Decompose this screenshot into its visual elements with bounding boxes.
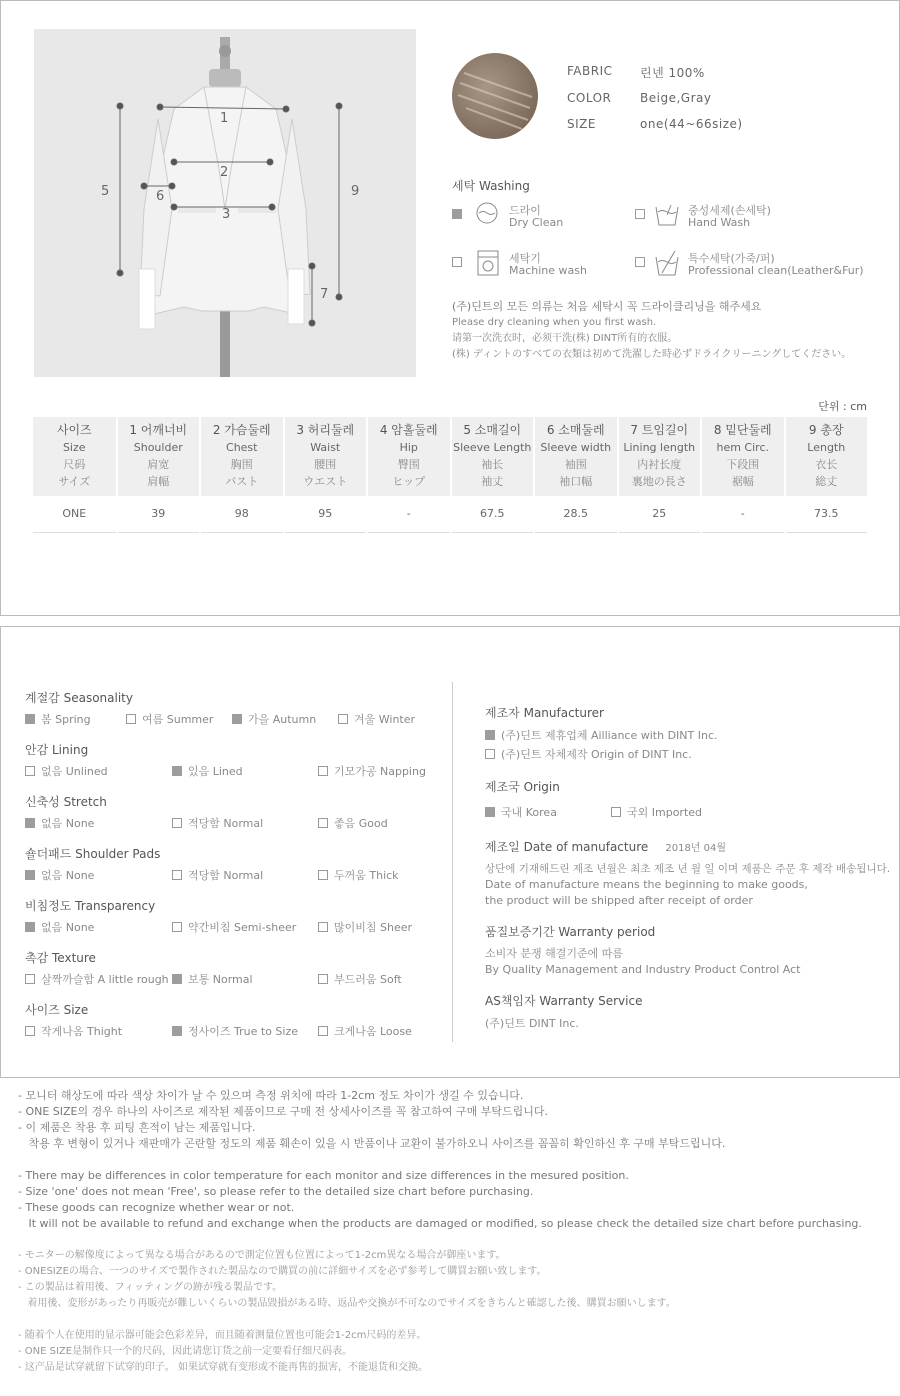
attribute-option [318,919,412,935]
header-cn: 胸围 [230,458,253,471]
attribute-option [318,971,402,987]
size-header-cell [117,417,201,496]
option-label: 적당함 Normal [188,817,264,830]
attribute-group [25,1001,445,1039]
size-header-cell [284,417,368,496]
checkbox [25,766,35,776]
header-ko: 1 어깨너비 [129,423,188,437]
checkbox [25,974,35,984]
manufacture-date-line-ko: 상단에 기재해드린 제조 년월은 최초 제조 년 월 일 이며 제품은 주문 후 제작 배송됩니다. [485,863,891,875]
size-table-header [33,417,868,496]
option-label: 국내 Korea [501,806,557,819]
header-en: Shoulder [133,441,183,454]
checkbox [126,714,136,724]
option-label: 가을 Autumn [248,713,317,726]
attribute-option [172,971,253,987]
attributes-list [25,689,445,1053]
option-label: 부드러움 Soft [334,973,402,986]
washing-machine-icon [475,249,501,277]
option-label: 없음 None [41,817,95,830]
option-label: 없음 None [41,869,95,882]
size-header-cell [33,417,117,496]
hand-wash-icon [653,201,681,227]
option-label: 크게나옴 Loose [334,1025,412,1038]
size-header-cell [701,417,785,496]
washing-note-cn: 请第一次洗衣时，必须干洗(株) DINT所有的衣服。 [452,333,678,344]
header-ko: 사이즈 [56,423,92,437]
option-label: 약간비침 Semi-sheer [188,921,297,934]
professional-clean-icon [653,249,681,277]
measure-label-2: 2 [220,165,229,180]
checkbox [25,922,35,932]
measure-label-1: 1 [220,111,229,126]
checkbox [172,1026,182,1036]
attribute-option [172,763,243,779]
size-header-cell [200,417,284,496]
option-label: 보통 Normal [188,973,253,986]
jacket-measurement-diagram [34,29,416,377]
purchase-notices [18,1088,888,1376]
option-label: (주)딘트 자체제작 Origin of DINT Inc. [501,748,692,761]
option-label: 두꺼움 Thick [334,869,399,882]
attribute-options [25,971,445,987]
notice-line: It will not be available to refund and exchange when the products are damaged or modified, so please check the detailed size chart before purchasing. [18,1217,862,1230]
checkbox [172,818,182,828]
attribute-option [25,919,94,935]
size-header-cell [618,417,702,496]
measure-label-9: 9 [351,184,360,199]
notice-line: 착용 후 변형이 있거나 재판매가 곤란할 정도의 제품 훼손이 있을 시 반품이나 교환이 불가하오니 사이즈를 꼼꼼히 확인하신 후 구매 부탁드립니다. [18,1137,726,1150]
manufacturer-info [485,704,895,1031]
warranty-title: 품질보증기간 Warranty period [485,925,656,939]
option-label: 있음 Lined [188,765,243,778]
option-label: 봄 Spring [41,713,91,726]
checkbox [232,714,242,724]
checkbox [485,807,495,817]
checkbox [318,974,328,984]
washing-note-ko: (주)딘트의 모든 의류는 처음 세탁시 꼭 드라이클리닝을 해주세요 [452,300,762,313]
header-jp: バスト [225,475,259,488]
machine-wash-label-ko: 세탁기 [509,252,541,265]
header-cn: 袖长 [481,458,504,471]
header-jp: 袖丈 [481,475,504,488]
as-service-title: AS책임자 Warranty Service [485,994,643,1008]
checkbox [172,766,182,776]
professional-clean-label-en: Professional clean(Leather&Fur) [688,264,864,277]
option-label: (주)딘트 제휴업체 Ailliance with DINT Inc. [501,729,718,742]
size-cell: - [701,496,785,532]
header-jp: 裏地の長さ [631,475,687,488]
header-en: Sleeve Length [453,441,532,454]
header-cn: 下段围 [726,458,760,471]
notice-line: - 모니터 해상도에 따라 색상 차이가 날 수 있으며 측정 위치에 따라 1-2cm 정도 차이가 생길 수 있습니다. [18,1089,524,1102]
notice-line: - ONE SIZE是制作只一个的尺码，因此请您订货之前一定要看仔细尺码表。 [18,1346,353,1357]
table-row [33,496,868,532]
size-cell: - [367,496,451,532]
hand-wash-label-ko: 중성세제(손세탁) [688,204,771,217]
dry-clean-icon [473,201,501,225]
attribute-option [25,867,94,883]
manufacture-date-value: 2018년 04월 [665,843,727,854]
attribute-option [172,867,263,883]
notice-line: - There may be differences in color temperature for each monitor and size differences in the mesured position. [18,1169,629,1182]
professional-clean-label-ko: 특수세탁(가죽/퍼) [688,252,775,265]
size-label: SIZE [567,117,596,131]
size-header-cell [534,417,618,496]
header-cn: 臀围 [397,458,420,471]
attribute-option [338,711,415,727]
manufacture-date-line-en2: the product will be shipped after receipt of order [485,894,753,907]
divider [452,682,453,1042]
notices-en [18,1168,888,1232]
size-cell: ONE [33,496,117,532]
attribute-group [25,949,445,987]
size-value: one(44~66size) [640,117,743,131]
header-en: Lining length [623,441,696,454]
checkbox [485,749,495,759]
attribute-option [172,815,263,831]
header-ko: 3 허리둘레 [296,423,355,437]
manufacturer-option [485,727,895,743]
notice-line: - ONE SIZE의 경우 하나의 사이즈로 제작된 제품이므로 구매 전 상세사이즈를 꼭 참고하여 구매 부탁드립니다. [18,1105,549,1118]
option-label: 적당함 Normal [188,869,264,882]
attribute-group [25,741,445,779]
attribute-option [318,815,388,831]
notice-line: - モニターの解像度によって異なる場合があるので測定位置も位置によって1-2cm異なる場合が御座います。 [18,1250,506,1261]
measure-label-3: 3 [222,207,231,222]
size-cell: 95 [284,496,368,532]
checkbox [318,870,328,880]
color-label: COLOR [567,91,612,105]
attribute-title: 계절감 Seasonality [25,691,133,705]
header-cn: 衣长 [815,458,838,471]
washing-note-jp: (株) ディントのすべての衣類は初めて洗濯した時必ずドライクリーニングしてください。 [452,349,852,360]
dry-clean-label-en: Dry Clean [509,216,564,229]
attribute-option [172,919,296,935]
checkbox [25,714,35,724]
product-info-panel [0,0,900,616]
option-label: 많이비침 Sheer [334,921,413,934]
header-ko: 7 트임길이 [630,423,689,437]
attribute-title: 촉감 Texture [25,951,96,965]
checkbox [25,1026,35,1036]
attribute-option [318,1023,412,1039]
size-cell: 25 [618,496,702,532]
checkbox [318,818,328,828]
attribute-options [25,867,445,883]
size-header-cell [451,417,535,496]
attribute-option [318,763,426,779]
header-jp: サイズ [58,475,91,488]
header-ko: 9 총장 [808,423,844,437]
professional-clean-checkbox [635,257,645,267]
origin-option [611,804,811,820]
size-table [33,417,869,533]
attribute-option [25,815,94,831]
attribute-title: 숄더패드 Shoulder Pads [25,847,161,861]
manufacturer-title: 제조자 Manufacturer [485,706,604,720]
header-jp: 総丈 [815,475,838,488]
measure-label-7: 7 [320,287,329,302]
origin-title: 제조국 Origin [485,780,560,794]
machine-wash-checkbox [452,257,462,267]
dry-clean-checkbox [452,209,462,219]
header-cn: 腰围 [314,458,337,471]
header-ko: 8 밑단둘레 [713,423,772,437]
attribute-option [25,763,108,779]
attribute-option [172,1023,298,1039]
header-en: Chest [226,441,258,454]
attribute-group [25,689,445,727]
header-ko: 5 소매길이 [463,423,522,437]
header-en: Waist [310,441,341,454]
notice-line: 着用後、変形があったり再販売が難しいくらいの製品毀損がある時、返品や交換が不可なのでサイズをきちんと確認した後、購買お願いします。 [18,1298,676,1309]
attribute-option [232,711,316,727]
notice-line: - 이 제품은 착용 후 피팅 흔적이 남는 제품입니다. [18,1121,256,1134]
fabric-swatch-image [452,53,538,139]
option-label: 없음 Unlined [41,765,108,778]
size-cell: 67.5 [451,496,535,532]
attribute-group [25,897,445,935]
size-cell: 98 [200,496,284,532]
manufacture-date-line-en1: Date of manufacture means the beginning to make goods, [485,878,808,891]
notice-line: - These goods can recognize whether wear or not. [18,1201,295,1214]
header-jp: 肩幅 [147,475,170,488]
measure-label-6: 6 [156,189,165,204]
header-cn: 袖围 [564,458,587,471]
option-label: 정사이즈 True to Size [188,1025,298,1038]
notices-cn [18,1328,888,1376]
option-label: 없음 None [41,921,95,934]
attribute-group [25,793,445,831]
checkbox [25,818,35,828]
attribute-options [25,919,445,935]
attribute-option [126,711,213,727]
checkbox [611,807,621,817]
size-header-cell [367,417,451,496]
attribute-title: 사이즈 Size [25,1003,89,1017]
attribute-options [25,815,445,831]
notice-line: - Size 'one' does not mean 'Free', so please refer to the detailed size chart before purchasing. [18,1185,534,1198]
checkbox [318,922,328,932]
warranty-line-ko: 소비자 분쟁 해결기준에 따름 [485,947,624,960]
attribute-option [318,867,399,883]
attribute-group [25,845,445,883]
washing-note-en: Please dry cleaning when you first wash. [452,317,657,328]
option-label: 기모가공 Napping [334,765,426,778]
header-ko: 2 가슴둘레 [212,423,271,437]
attribute-option [25,711,91,727]
option-label: 좋음 Good [334,817,388,830]
notice-line: - この製品は着用後、フィッティングの跡が残る製品です。 [18,1282,283,1293]
size-cell: 39 [117,496,201,532]
checkbox [338,714,348,724]
option-label: 여름 Summer [142,713,214,726]
header-en: Length [807,441,846,454]
attribute-title: 비침정도 Transparency [25,899,156,913]
notice-line: - ONESIZEの場合、一つのサイズで製作された製品なので購買の前に詳細サイズを必ず参考して購買お願い致します。 [18,1266,547,1277]
header-jp: 袖口幅 [559,475,593,488]
attribute-title: 안감 Lining [25,743,89,757]
notices-jp [18,1248,888,1312]
warranty-line-en: By Quality Management and Industry Product Control Act [485,963,801,976]
header-cn: 尺码 [63,458,86,471]
header-jp: 裾幅 [731,475,754,488]
manufacturer-option [485,746,895,762]
fabric-value: 린넨 100% [640,66,705,80]
option-label: 살짝까슬함 A little rough [41,973,169,986]
notice-line: - 随着个人在使用的显示器可能会色彩差异，而且随着测量位置也可能会1-2cm尺码的差异。 [18,1330,427,1341]
notices-ko [18,1088,888,1152]
dry-clean-label-ko: 드라이 [509,204,541,217]
attribute-options [25,711,445,727]
header-en: hem Circ. [716,441,769,454]
hand-wash-checkbox [635,209,645,219]
product-photo [34,29,416,377]
measure-label-5: 5 [101,184,110,199]
washing-notes [452,299,851,363]
option-label: 겨울 Winter [354,713,416,726]
notice-line: - 这产品是试穿就留下试穿的印子。 如果试穿就有变形或不能再售的损害，不能退货和交换。 [18,1362,428,1373]
origin-option [485,804,611,820]
header-ko: 4 암홀둘레 [379,423,438,437]
product-attributes-panel [0,626,900,1078]
size-cell: 28.5 [534,496,618,532]
header-en: Sleeve width [540,441,612,454]
hand-wash-label-en: Hand Wash [688,216,751,229]
washing-title: 세탁 Washing [452,179,530,193]
unit-label: 단위 : cm [818,400,867,413]
checkbox [318,766,328,776]
attribute-options [25,1023,445,1039]
header-en: Hip [399,441,418,454]
machine-wash-label-en: Machine wash [509,264,587,277]
option-label: 국외 Imported [627,806,703,819]
checkbox [172,974,182,984]
checkbox [318,1026,328,1036]
attribute-option [25,1023,122,1039]
size-cell: 73.5 [785,496,869,532]
checkbox [172,922,182,932]
color-value: Beige,Gray [640,91,712,105]
option-label: 작게나옴 Thight [41,1025,123,1038]
header-ko: 6 소매둘레 [546,423,605,437]
checkbox [172,870,182,880]
attribute-title: 신축성 Stretch [25,795,107,809]
header-cn: 肩宽 [147,458,170,471]
as-service-value: (주)딘트 DINT Inc. [485,1017,579,1030]
checkbox [485,730,495,740]
header-jp: ウエスト [303,475,348,488]
fabric-label: FABRIC [567,64,613,78]
header-en: Size [62,441,86,454]
size-header-cell [785,417,869,496]
header-jp: ヒップ [392,475,426,488]
checkbox [25,870,35,880]
attribute-option [25,971,169,987]
attribute-options [25,763,445,779]
header-cn: 内衬长度 [637,458,682,471]
manufacture-date-title: 제조일 Date of manufacture [485,840,649,854]
